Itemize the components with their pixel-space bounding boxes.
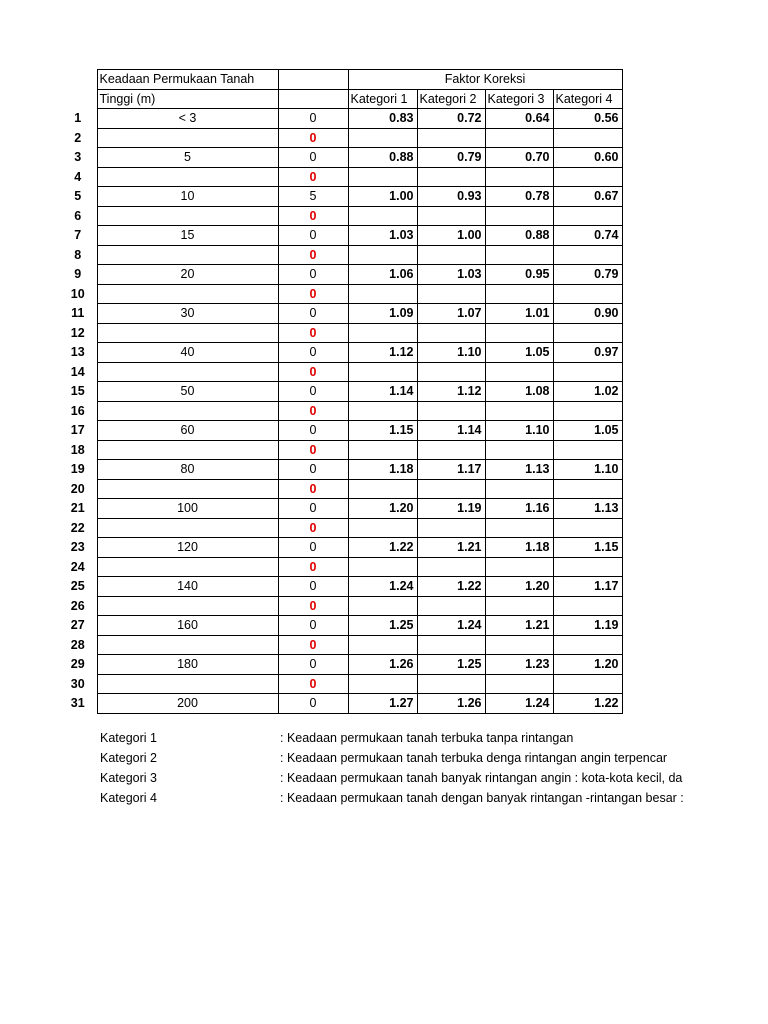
category-1-value bbox=[348, 674, 417, 694]
table-row bbox=[59, 577, 622, 597]
category-2-value bbox=[417, 245, 485, 265]
zero-value-cell: 0 bbox=[278, 479, 348, 499]
table-row bbox=[59, 226, 622, 246]
category-1-value bbox=[348, 284, 417, 304]
category-4-value bbox=[553, 518, 622, 538]
category-2-value: 1.17 bbox=[417, 460, 485, 480]
category-1-value: 1.24 bbox=[348, 577, 417, 597]
row-number: 1 bbox=[74, 111, 82, 126]
category-4-value bbox=[553, 440, 622, 460]
row-number: 3 bbox=[74, 150, 82, 165]
category-1-value: 1.20 bbox=[348, 499, 417, 519]
category-1-value bbox=[348, 518, 417, 538]
category-2-value: 1.12 bbox=[417, 382, 485, 402]
zero-value-cell: 0 bbox=[278, 518, 348, 538]
table-row bbox=[59, 674, 622, 694]
height-cell: 200 bbox=[97, 694, 278, 714]
category-2-value: 0.93 bbox=[417, 187, 485, 207]
zero-value-cell: 0 bbox=[278, 304, 348, 324]
category-3-value bbox=[485, 245, 553, 265]
note-category-label: Kategori 4 bbox=[100, 791, 157, 805]
category-1-value: 1.00 bbox=[348, 187, 417, 207]
category-2-value: 0.72 bbox=[417, 109, 485, 129]
category-2-value: 1.03 bbox=[417, 265, 485, 285]
row-number: 12 bbox=[70, 325, 85, 340]
note-description: : Keadaan permukaan tanah banyak rintangan angin : kota-kota kecil, da bbox=[280, 771, 683, 785]
category-2-value bbox=[417, 167, 485, 187]
category-4-value: 1.02 bbox=[553, 382, 622, 402]
height-cell: 10 bbox=[97, 187, 278, 207]
category-1-value: 1.18 bbox=[348, 460, 417, 480]
table-row bbox=[59, 167, 622, 187]
row-number: 8 bbox=[74, 247, 82, 262]
category-2-value: 0.79 bbox=[417, 148, 485, 168]
category-4-value: 0.74 bbox=[553, 226, 622, 246]
correction-factor-table bbox=[59, 69, 623, 714]
category-2-value: 1.24 bbox=[417, 616, 485, 636]
height-cell bbox=[97, 206, 278, 226]
height-cell: 160 bbox=[97, 616, 278, 636]
row-number: 27 bbox=[70, 618, 85, 633]
height-cell bbox=[97, 518, 278, 538]
row-number: 28 bbox=[70, 637, 85, 652]
table-row bbox=[59, 538, 622, 558]
category-4-value: 1.15 bbox=[553, 538, 622, 558]
category-4-value bbox=[553, 674, 622, 694]
category-1-value bbox=[348, 596, 417, 616]
category-4-value: 0.90 bbox=[553, 304, 622, 324]
height-cell: 5 bbox=[97, 148, 278, 168]
category-2-value: 1.22 bbox=[417, 577, 485, 597]
height-cell bbox=[97, 635, 278, 655]
height-cell bbox=[97, 323, 278, 343]
table-row bbox=[59, 655, 622, 675]
row-number: 4 bbox=[74, 169, 82, 184]
category-2-value: 1.19 bbox=[417, 499, 485, 519]
category-1-value bbox=[348, 128, 417, 148]
category-4-value: 0.97 bbox=[553, 343, 622, 363]
category-2-value bbox=[417, 128, 485, 148]
category-1-value: 0.83 bbox=[348, 109, 417, 129]
category-1-value bbox=[348, 323, 417, 343]
zero-value-cell: 0 bbox=[278, 616, 348, 636]
table-row bbox=[59, 557, 622, 577]
row-number: 18 bbox=[70, 442, 85, 457]
category-4-value bbox=[553, 596, 622, 616]
category-3-value: 1.05 bbox=[485, 343, 553, 363]
category-3-value: 1.23 bbox=[485, 655, 553, 675]
note-description: : Keadaan permukaan tanah terbuka tanpa rintangan bbox=[280, 731, 574, 745]
category-4-value bbox=[553, 167, 622, 187]
row-number: 15 bbox=[70, 384, 85, 399]
category-4-value bbox=[553, 284, 622, 304]
table-row bbox=[59, 382, 622, 402]
zero-value-cell: 0 bbox=[278, 694, 348, 714]
category-3-value: 1.20 bbox=[485, 577, 553, 597]
category-4-value: 0.79 bbox=[553, 265, 622, 285]
zero-value-cell: 0 bbox=[278, 401, 348, 421]
height-cell: 100 bbox=[97, 499, 278, 519]
category-1-value: 1.25 bbox=[348, 616, 417, 636]
category-1-value bbox=[348, 557, 417, 577]
zero-value-cell: 5 bbox=[278, 187, 348, 207]
row-number-blank bbox=[59, 70, 97, 90]
category-3-value bbox=[485, 206, 553, 226]
table-row bbox=[59, 518, 622, 538]
category-3-value bbox=[485, 362, 553, 382]
height-cell: 80 bbox=[97, 460, 278, 480]
row-number-blank bbox=[59, 89, 97, 109]
category-1-value: 1.03 bbox=[348, 226, 417, 246]
row-number: 29 bbox=[70, 657, 85, 672]
row-number: 10 bbox=[70, 286, 85, 301]
category-3-value: 1.18 bbox=[485, 538, 553, 558]
category-2-value: 1.14 bbox=[417, 421, 485, 441]
zero-value-cell: 0 bbox=[278, 596, 348, 616]
category-1-value: 1.06 bbox=[348, 265, 417, 285]
category-4-value bbox=[553, 362, 622, 382]
height-cell bbox=[97, 284, 278, 304]
category-4-value bbox=[553, 245, 622, 265]
zero-value-cell: 0 bbox=[278, 343, 348, 363]
category-4-value: 1.10 bbox=[553, 460, 622, 480]
zero-value-cell: 0 bbox=[278, 109, 348, 129]
row-number: 11 bbox=[71, 306, 85, 321]
category-3-value bbox=[485, 128, 553, 148]
category-3-value: 0.64 bbox=[485, 109, 553, 129]
category-2-value bbox=[417, 284, 485, 304]
table-row bbox=[59, 148, 622, 168]
category-3-value: 0.78 bbox=[485, 187, 553, 207]
zero-value-cell: 0 bbox=[278, 538, 348, 558]
category-2-value bbox=[417, 323, 485, 343]
category-1-header: Kategori 1 bbox=[348, 89, 417, 109]
row-number: 23 bbox=[70, 540, 85, 555]
height-cell bbox=[97, 596, 278, 616]
category-2-value: 1.26 bbox=[417, 694, 485, 714]
row-number: 17 bbox=[70, 423, 85, 438]
category-4-value: 1.17 bbox=[553, 577, 622, 597]
height-cell bbox=[97, 440, 278, 460]
table-row bbox=[59, 694, 622, 714]
table-row bbox=[59, 284, 622, 304]
row-number: 2 bbox=[74, 130, 82, 145]
note-description: : Keadaan permukaan tanah terbuka denga rintangan angin terpencar bbox=[280, 751, 668, 765]
category-1-value: 1.14 bbox=[348, 382, 417, 402]
category-4-value: 1.22 bbox=[553, 694, 622, 714]
zero-value-cell: 0 bbox=[278, 655, 348, 675]
category-1-value: 1.27 bbox=[348, 694, 417, 714]
row-number: 7 bbox=[74, 228, 82, 243]
category-4-value bbox=[553, 401, 622, 421]
zero-value-cell: 0 bbox=[278, 362, 348, 382]
height-cell: 40 bbox=[97, 343, 278, 363]
row-number: 30 bbox=[70, 676, 85, 691]
height-cell: 140 bbox=[97, 577, 278, 597]
table-row bbox=[59, 499, 622, 519]
zero-value-cell: 0 bbox=[278, 440, 348, 460]
height-cell bbox=[97, 479, 278, 499]
zero-value-cell: 0 bbox=[278, 128, 348, 148]
zero-value-cell: 0 bbox=[278, 674, 348, 694]
category-3-value bbox=[485, 323, 553, 343]
blank-header-cell bbox=[278, 70, 348, 90]
table-row bbox=[59, 343, 622, 363]
category-2-value: 1.10 bbox=[417, 343, 485, 363]
category-1-value bbox=[348, 479, 417, 499]
category-1-value bbox=[348, 245, 417, 265]
category-1-value bbox=[348, 635, 417, 655]
category-3-value bbox=[485, 557, 553, 577]
category-2-value bbox=[417, 401, 485, 421]
category-3-value: 0.70 bbox=[485, 148, 553, 168]
height-header: Tinggi (m) bbox=[97, 89, 278, 109]
row-number: 16 bbox=[70, 403, 85, 418]
zero-value-cell: 0 bbox=[278, 323, 348, 343]
table-row bbox=[59, 206, 622, 226]
category-4-value bbox=[553, 635, 622, 655]
height-cell bbox=[97, 128, 278, 148]
category-2-header: Kategori 2 bbox=[417, 89, 485, 109]
category-4-header: Kategori 4 bbox=[553, 89, 622, 109]
category-2-value: 1.07 bbox=[417, 304, 485, 324]
note-category-label: Kategori 2 bbox=[100, 751, 157, 765]
category-3-value: 0.95 bbox=[485, 265, 553, 285]
height-cell bbox=[97, 674, 278, 694]
height-cell bbox=[97, 245, 278, 265]
category-1-value bbox=[348, 440, 417, 460]
category-3-header: Kategori 3 bbox=[485, 89, 553, 109]
correction-factor-header: Faktor Koreksi bbox=[348, 70, 622, 90]
note-description: : Keadaan permukaan tanah dengan banyak rintangan -rintangan besar : bbox=[280, 791, 684, 805]
row-number: 20 bbox=[70, 481, 85, 496]
height-cell: 20 bbox=[97, 265, 278, 285]
category-4-value: 0.60 bbox=[553, 148, 622, 168]
row-number: 21 bbox=[70, 501, 85, 516]
row-number: 24 bbox=[70, 559, 85, 574]
height-cell: 180 bbox=[97, 655, 278, 675]
category-4-value: 1.20 bbox=[553, 655, 622, 675]
category-1-value: 1.12 bbox=[348, 343, 417, 363]
row-number: 9 bbox=[74, 267, 82, 282]
category-4-value: 0.67 bbox=[553, 187, 622, 207]
category-3-value bbox=[485, 284, 553, 304]
category-1-value bbox=[348, 401, 417, 421]
category-2-value bbox=[417, 518, 485, 538]
height-cell bbox=[97, 401, 278, 421]
table-row bbox=[59, 460, 622, 480]
header-row-2 bbox=[59, 89, 622, 109]
row-number: 13 bbox=[70, 345, 85, 360]
table-row bbox=[59, 362, 622, 382]
category-1-value: 0.88 bbox=[348, 148, 417, 168]
table-row bbox=[59, 596, 622, 616]
category-1-value: 1.09 bbox=[348, 304, 417, 324]
row-number: 31 bbox=[70, 696, 85, 711]
table-row bbox=[59, 440, 622, 460]
category-3-value bbox=[485, 596, 553, 616]
zero-value-cell: 0 bbox=[278, 460, 348, 480]
category-2-value bbox=[417, 635, 485, 655]
height-cell bbox=[97, 167, 278, 187]
table-row bbox=[59, 109, 622, 129]
category-4-value bbox=[553, 557, 622, 577]
category-3-value bbox=[485, 401, 553, 421]
height-cell: 50 bbox=[97, 382, 278, 402]
row-number: 22 bbox=[70, 520, 85, 535]
category-2-value bbox=[417, 596, 485, 616]
height-cell: < 3 bbox=[97, 109, 278, 129]
category-1-value bbox=[348, 362, 417, 382]
zero-value-cell: 0 bbox=[278, 265, 348, 285]
zero-value-cell: 0 bbox=[278, 635, 348, 655]
category-3-value bbox=[485, 167, 553, 187]
category-1-value: 1.15 bbox=[348, 421, 417, 441]
zero-value-cell: 0 bbox=[278, 167, 348, 187]
table-row bbox=[59, 421, 622, 441]
category-3-value bbox=[485, 635, 553, 655]
category-4-value: 0.56 bbox=[553, 109, 622, 129]
zero-value-cell: 0 bbox=[278, 557, 348, 577]
zero-value-cell: 0 bbox=[278, 421, 348, 441]
table-row bbox=[59, 304, 622, 324]
zero-value-cell: 0 bbox=[278, 382, 348, 402]
note-category-label: Kategori 3 bbox=[100, 771, 157, 785]
table-row bbox=[59, 635, 622, 655]
row-number: 14 bbox=[70, 364, 85, 379]
table-row bbox=[59, 616, 622, 636]
height-cell bbox=[97, 557, 278, 577]
category-2-value bbox=[417, 440, 485, 460]
table-row bbox=[59, 128, 622, 148]
category-3-value: 1.16 bbox=[485, 499, 553, 519]
category-2-value: 1.21 bbox=[417, 538, 485, 558]
category-3-value: 1.24 bbox=[485, 694, 553, 714]
table-row bbox=[59, 245, 622, 265]
category-4-value bbox=[553, 479, 622, 499]
header-row-1 bbox=[59, 70, 622, 90]
blank-header-cell bbox=[278, 89, 348, 109]
row-number: 6 bbox=[74, 208, 82, 223]
height-cell: 30 bbox=[97, 304, 278, 324]
category-3-value: 1.21 bbox=[485, 616, 553, 636]
category-1-value bbox=[348, 206, 417, 226]
zero-value-cell: 0 bbox=[278, 284, 348, 304]
zero-value-cell: 0 bbox=[278, 206, 348, 226]
category-2-value: 1.25 bbox=[417, 655, 485, 675]
category-3-value bbox=[485, 440, 553, 460]
category-2-value bbox=[417, 206, 485, 226]
height-cell: 120 bbox=[97, 538, 278, 558]
category-1-value: 1.26 bbox=[348, 655, 417, 675]
category-2-value bbox=[417, 479, 485, 499]
category-3-value: 1.08 bbox=[485, 382, 553, 402]
table-row bbox=[59, 479, 622, 499]
row-number: 25 bbox=[70, 579, 85, 594]
category-2-value: 1.00 bbox=[417, 226, 485, 246]
category-2-value bbox=[417, 362, 485, 382]
height-cell: 15 bbox=[97, 226, 278, 246]
note-category-label: Kategori 1 bbox=[100, 731, 157, 745]
category-3-value: 0.88 bbox=[485, 226, 553, 246]
height-cell: 60 bbox=[97, 421, 278, 441]
category-2-value bbox=[417, 674, 485, 694]
table-row bbox=[59, 323, 622, 343]
category-4-value bbox=[553, 206, 622, 226]
table-row bbox=[59, 187, 622, 207]
table-row bbox=[59, 265, 622, 285]
row-number: 19 bbox=[70, 462, 85, 477]
category-3-value bbox=[485, 674, 553, 694]
height-cell bbox=[97, 362, 278, 382]
category-4-value bbox=[553, 323, 622, 343]
category-4-value: 1.19 bbox=[553, 616, 622, 636]
row-number: 5 bbox=[74, 189, 82, 204]
category-2-value bbox=[417, 557, 485, 577]
category-4-value: 1.05 bbox=[553, 421, 622, 441]
category-3-value bbox=[485, 479, 553, 499]
category-3-value: 1.01 bbox=[485, 304, 553, 324]
zero-value-cell: 0 bbox=[278, 245, 348, 265]
row-number: 26 bbox=[70, 598, 85, 613]
category-1-value bbox=[348, 167, 417, 187]
category-3-value bbox=[485, 518, 553, 538]
table-row bbox=[59, 401, 622, 421]
category-3-value: 1.10 bbox=[485, 421, 553, 441]
category-4-value: 1.13 bbox=[553, 499, 622, 519]
zero-value-cell: 0 bbox=[278, 148, 348, 168]
category-3-value: 1.13 bbox=[485, 460, 553, 480]
category-1-value: 1.22 bbox=[348, 538, 417, 558]
zero-value-cell: 0 bbox=[278, 499, 348, 519]
zero-value-cell: 0 bbox=[278, 577, 348, 597]
surface-condition-header: Keadaan Permukaan Tanah bbox=[97, 70, 278, 90]
zero-value-cell: 0 bbox=[278, 226, 348, 246]
category-4-value bbox=[553, 128, 622, 148]
